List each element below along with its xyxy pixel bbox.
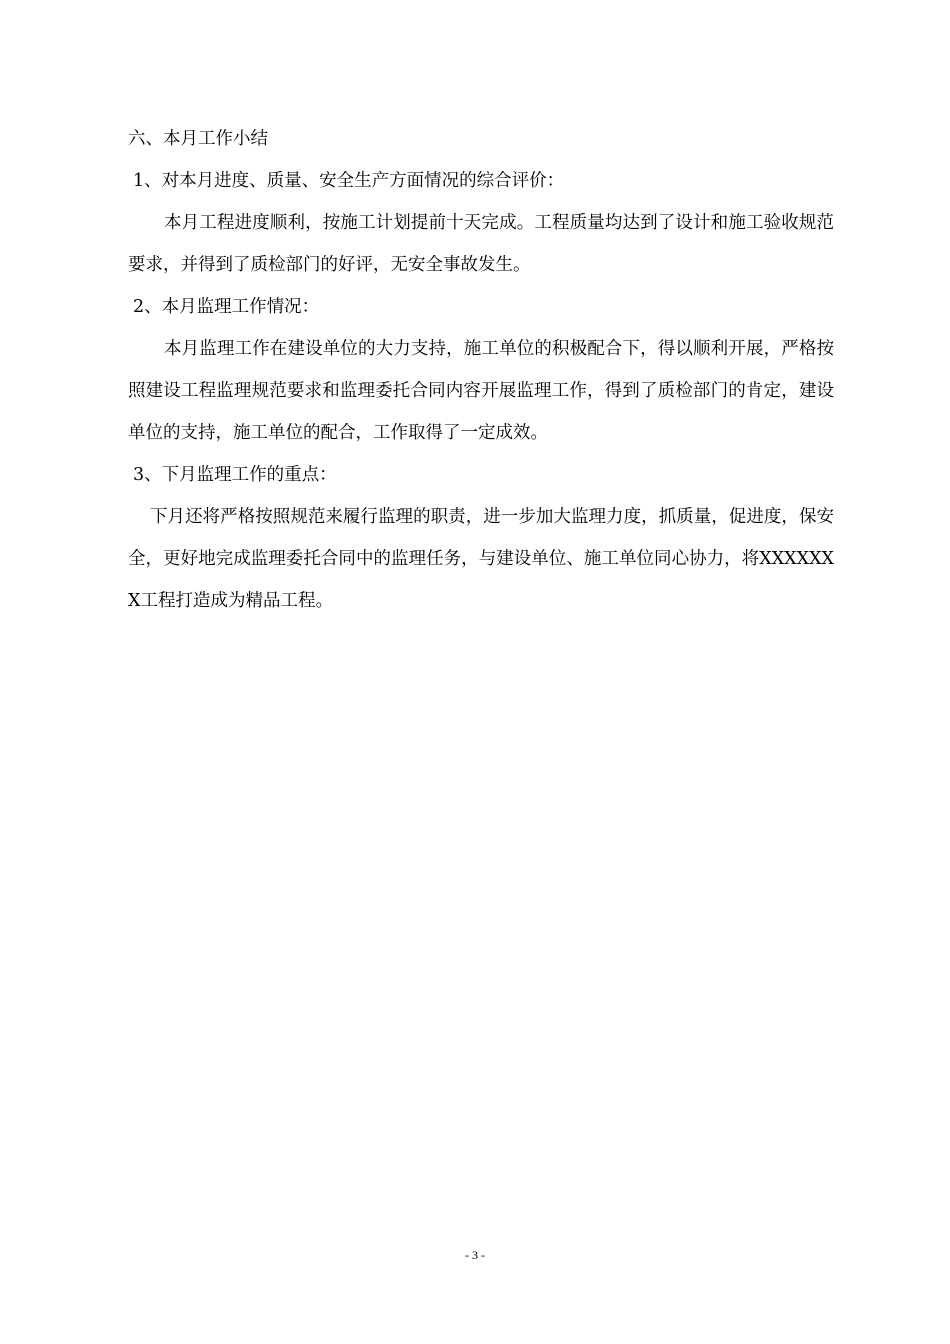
document-body [128, 118, 834, 622]
section-title: 六、本月工作小结 [128, 129, 268, 149]
item-1-body: 本月工程进度顺利，按施工计划提前十天完成。工程质量均达到了设计和施工验收规范要求，并得到了质检部门的好评，无安全事故发生。 [128, 213, 834, 275]
item-2-body: 本月监理工作在建设单位的大力支持，施工单位的积极配合下，得以顺利开展，严格按照建设工程监理规范要求和监理委托合同内容开展监理工作，得到了质检部门的肯定，建设单位的支持，施工单位的配合，工作取得了一定成效。 [128, 339, 834, 443]
item-1-heading: 1、对本月进度、质量、安全生产方面情况的综合评价： [133, 171, 565, 191]
item-3-heading: 3、下月监理工作的重点： [133, 465, 337, 485]
item-3-body: 下月还将严格按照规范来履行监理的职责，进一步加大监理力度，抓质量，促进度，保安全，更好地完成监理委托合同中的监理任务，与建设单位、施工单位同心协力，将XXXXXXX工程打造成为精品工程。 [128, 507, 834, 611]
page-number: - 3 - [465, 1248, 485, 1262]
item-2-heading: 2、本月监理工作情况： [133, 297, 320, 317]
